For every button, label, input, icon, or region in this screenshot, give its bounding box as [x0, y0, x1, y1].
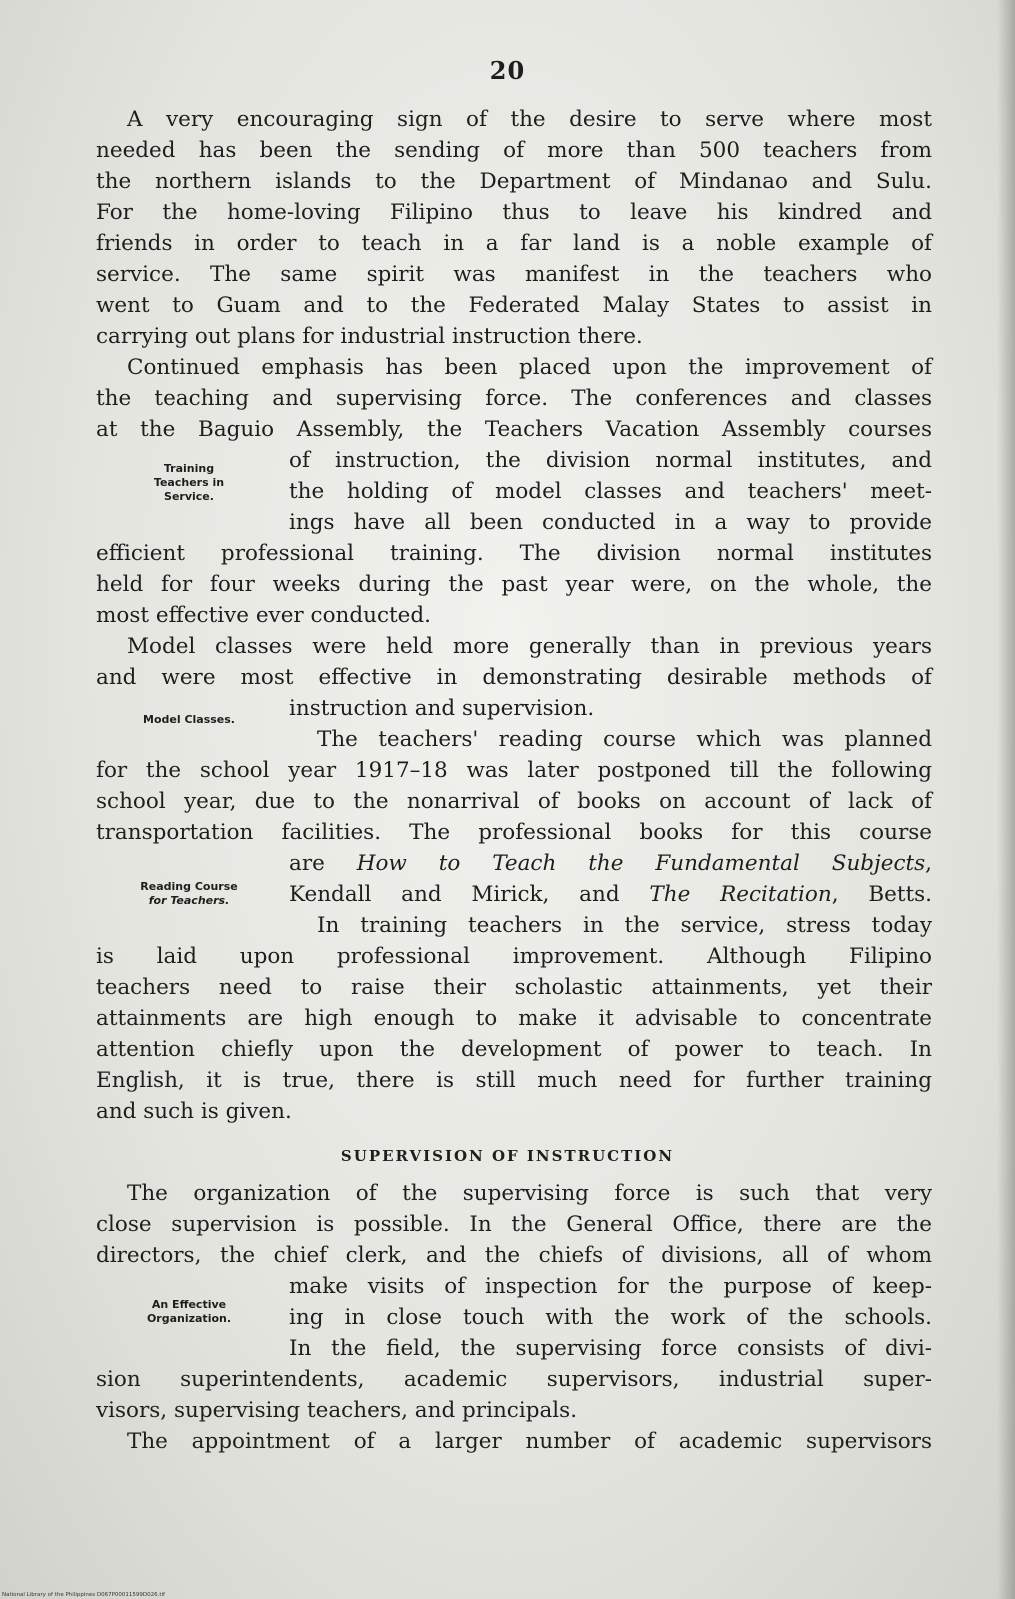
text-line: For the home-loving Filipino thus to leave his kindred and: [96, 200, 932, 225]
text-line: efficient professional training. The division normal institutes: [96, 541, 932, 566]
side-note-line: Service.: [164, 490, 214, 503]
side-note-line: for Teachers.: [148, 894, 230, 907]
text-line: The appointment of a larger number of academic supervisors: [127, 1429, 932, 1454]
text-line: needed has been the sending of more than 500 teachers from: [96, 138, 932, 163]
side-note-line: Model Classes.: [143, 713, 235, 726]
text-line: ings have all been conducted in a way to provide: [289, 510, 932, 535]
text-line: of instruction, the division normal institutes, and: [289, 448, 932, 473]
text-line: service. The same spirit was manifest in the teachers who: [96, 262, 932, 287]
text-fragment: ,: [925, 851, 933, 876]
text-line: most effective ever conducted.: [96, 603, 431, 628]
text-line: for the school year 1917–18 was later postponed till the following: [96, 758, 932, 783]
text-line: make visits of inspection for the purpose of keep-: [289, 1274, 932, 1299]
text-fragment: Kendall and Mirick, and: [289, 882, 650, 907]
text-line: Model classes were held more generally than in previous years: [127, 634, 932, 659]
text-line: visors, supervising teachers, and principals.: [96, 1398, 578, 1423]
text-line: Continued emphasis has been placed upon the improvement of: [127, 355, 932, 380]
text-line: friends in order to teach in a far land is a noble example of: [96, 231, 932, 256]
text-line: is laid upon professional improvement. Although Filipino: [96, 944, 932, 969]
scan-footer: National Library of the Philippines D067P00011599D026.tif: [2, 1592, 165, 1598]
page-number: 20: [489, 56, 526, 85]
text-line: school year, due to the nonarrival of books on account of lack of: [96, 789, 932, 814]
text-line: and such is given.: [96, 1099, 292, 1124]
book-title: How to Teach the Fundamental Subjects: [356, 851, 926, 876]
text-line: A very encouraging sign of the desire to serve where most: [127, 107, 932, 132]
text-line: instruction and supervision.: [289, 696, 595, 721]
text-line: The teachers' reading course which was planned: [317, 727, 932, 752]
text-line: the northern islands to the Department of Mindanao and Sulu.: [96, 169, 932, 194]
side-note-line: An Effective: [151, 1298, 227, 1311]
text-fragment: are: [289, 851, 357, 876]
text-line: English, it is true, there is still much need for further training: [96, 1068, 932, 1093]
text-line: at the Baguio Assembly, the Teachers Vacation Assembly courses: [96, 417, 932, 442]
side-note-reading: [108, 880, 270, 908]
text-line: The organization of the supervising force is such that very: [127, 1181, 932, 1206]
side-note-organization: [108, 1298, 270, 1326]
side-note-model: [108, 713, 270, 727]
page-edge-shadow: [997, 0, 1015, 1599]
text-line: close supervision is possible. In the General Office, there are the: [96, 1212, 932, 1237]
text-line: transportation facilities. The professional books for this course: [96, 820, 932, 845]
text-line: held for four weeks during the past year were, on the whole, the: [96, 572, 932, 597]
side-note-line: Reading Course: [140, 880, 238, 893]
text-line: and were most effective in demonstrating desirable methods of: [96, 665, 932, 690]
text-fragment: , Betts.: [831, 882, 933, 907]
side-note-line: Teachers in: [153, 476, 225, 489]
section-heading: SUPERVISION OF INSTRUCTION: [340, 1147, 675, 1165]
text-line: sion superintendents, academic supervisors, industrial super-: [96, 1367, 932, 1392]
book-title: The Recitation: [649, 882, 832, 907]
text-line: [289, 849, 932, 879]
text-line: [289, 880, 932, 910]
text-line: directors, the chief clerk, and the chiefs of divisions, all of whom: [96, 1243, 932, 1268]
text-line: In training teachers in the service, stress today: [317, 913, 932, 938]
text-line: ing in close touch with the work of the schools.: [289, 1305, 932, 1330]
text-line: attainments are high enough to make it advisable to concentrate: [96, 1006, 932, 1031]
text-line: went to Guam and to the Federated Malay States to assist in: [96, 293, 932, 318]
text-line: the holding of model classes and teachers' meet-: [289, 479, 932, 504]
side-note-line: Organization.: [146, 1312, 232, 1325]
text-line: the teaching and supervising force. The conferences and classes: [96, 386, 932, 411]
text-line: carrying out plans for industrial instruction there.: [96, 324, 643, 349]
side-note-training: [108, 462, 270, 504]
text-line: teachers need to raise their scholastic attainments, yet their: [96, 975, 932, 1000]
text-line: attention chiefly upon the development of power to teach. In: [96, 1037, 932, 1062]
side-note-line: Training: [163, 462, 215, 475]
text-line: In the field, the supervising force consists of divi-: [289, 1336, 932, 1361]
